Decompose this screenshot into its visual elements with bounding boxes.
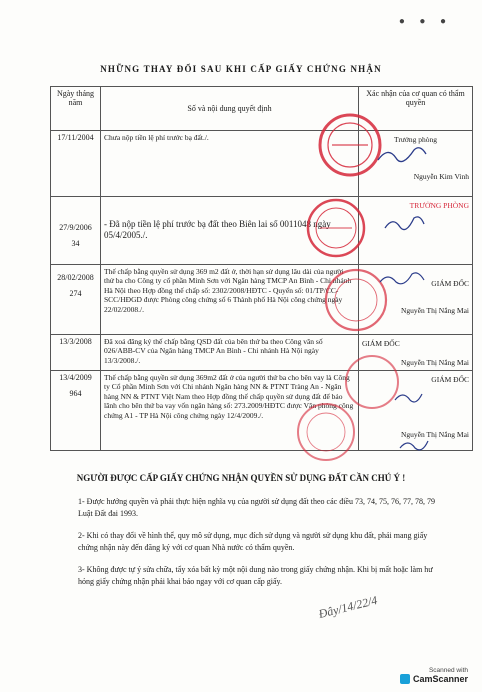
- signature-mark: [400, 441, 428, 450]
- notice-item: 3- Không được tự ý sửa chữa, tẩy xóa bất kỳ một nội dung nào trong giấy chứng nhận. Khi bị mất hoặc làm hư hỏng giấy chứng nhận phải khai báo ngay với cơ quan cấp giấy.: [78, 565, 433, 586]
- signer-name: Nguyễn Thị Nắng Mai: [401, 358, 469, 368]
- notice-item: 1- Được hưởng quyền và phải thực hiện nghĩa vụ của người sử dụng đất theo các điều 73, 74, 75, 76, 77, 78, 79 Luật Đất đai 1993.: [78, 497, 435, 518]
- official-stamp: [326, 270, 386, 330]
- signer-role: TRƯỞNG PHÒNG: [409, 201, 469, 210]
- row-content-text: Thế chấp bằng quyền sử dụng 369 m2 đất ở, thời hạn sử dụng lâu dài của người thử ba cho Công ty cổ phần Minh Sơn với Ngân hàng TMCP An Bình - Chi nhánh Hà Nội theo Hợp đồng thế chấp số: 2302/2008/HĐTC - Quyển số: 01/TP/CC-SCC/HĐGD được Phòng công chứng số 6 Thành phố Hà Nội công chứng ngày 22/02/2008./.: [104, 267, 352, 314]
- signature-mark: [380, 273, 424, 284]
- corner-dots: ● ● ●: [398, 16, 452, 27]
- row-content-text: Đã xoá đăng ký thế chấp bằng QSD đất của bên thứ ba theo Công văn số 026/ABB-CV của Ngân hàng TMCP An Bình - Chi nhánh Hà Nội ngày 13/3/2008./.: [104, 337, 323, 365]
- scanned-with-label: Scanned with: [428, 667, 468, 674]
- row-date: 17/11/2004: [57, 133, 94, 142]
- camscanner-label: CamScanner: [412, 674, 468, 684]
- notice-title: NGƯỜI ĐƯỢC CẤP GIẤY CHỨNG NHẬN QUYỀN SỬ DỤNG ĐẤT CẦN CHÚ Ý !: [76, 473, 406, 483]
- signature-mark: [395, 394, 422, 402]
- row-content-text: - Đã nộp tiền lệ phí trước bạ đất theo Biên lai số 0011048 ngày 05/4/2005./.: [104, 219, 331, 241]
- handwritten-note: Đây/14/22/4: [317, 592, 379, 622]
- signer-role: Trưởng phòng: [394, 135, 437, 144]
- header-date: Ngày tháng năm: [51, 87, 101, 131]
- signer-name: Nguyễn Kim Vinh: [413, 172, 469, 182]
- row-date: 13/3/2008: [59, 337, 92, 346]
- page-title: NHỮNG THAY ĐỔI SAU KHI CẤP GIẤY CHỨNG NHẬN: [100, 64, 382, 74]
- row-number: 274: [69, 289, 82, 298]
- signer-role: GIÁM ĐỐC: [431, 375, 469, 384]
- signer-name: Nguyễn Thị Nắng Mai: [401, 430, 469, 440]
- row-date: 27/9/2006: [59, 223, 92, 232]
- row-date: 28/02/2008: [57, 273, 94, 282]
- official-stamp: [320, 115, 380, 175]
- notice-item: 2- Khi có thay đổi về hình thể, quy mô sử dụng, mục đích sử dụng và người sử dụng khu đất, phải mang giấy chứng nhận này đến đăng ký với cơ quan Nhà nước có thẩm quyền.: [78, 531, 428, 552]
- row-content-text: Chưa nộp tiền lệ phí trước bạ đất./.: [104, 133, 209, 142]
- row-number: 34: [71, 239, 80, 248]
- signature-mark: [378, 148, 426, 162]
- official-stamp: [298, 404, 354, 460]
- row-number: 964: [69, 389, 82, 398]
- header-content: Số và nội dung quyết định: [101, 87, 359, 131]
- row-content-text: Thế chấp bằng quyền sử dụng 369m2 đất ở của người thứ ba cho bên vay là Công ty Cổ phần Minh Sơn với Chi nhánh Ngân hàng NN & PTNT Tràng An - Ngân hàng NN & PTNT Việt Nam theo Hợp đồng thế chấp quyền sử dụng đất để bảo lãnh cho bên thứ ba vay vốn ngân hàng số: 273.2009/HĐTC được Văn phòng công chứng A1 - TP Hà Nội công chứng ngày 12/4/2009./.: [104, 373, 354, 420]
- official-stamp: [346, 356, 398, 408]
- scanner-watermark: [400, 667, 468, 684]
- header-confirm: Xác nhận của cơ quan có thẩm quyền: [359, 87, 473, 131]
- signer-role: GIÁM ĐỐC: [431, 279, 469, 288]
- signature-mark: [385, 217, 424, 230]
- row-date: 13/4/2009: [59, 373, 92, 382]
- camscanner-brand: [400, 674, 468, 684]
- camscanner-logo-icon: [400, 674, 410, 684]
- signer-name: Nguyễn Thị Nắng Mai: [401, 306, 469, 316]
- official-stamp: [308, 200, 364, 256]
- signer-role: GIÁM ĐỐC: [362, 339, 400, 348]
